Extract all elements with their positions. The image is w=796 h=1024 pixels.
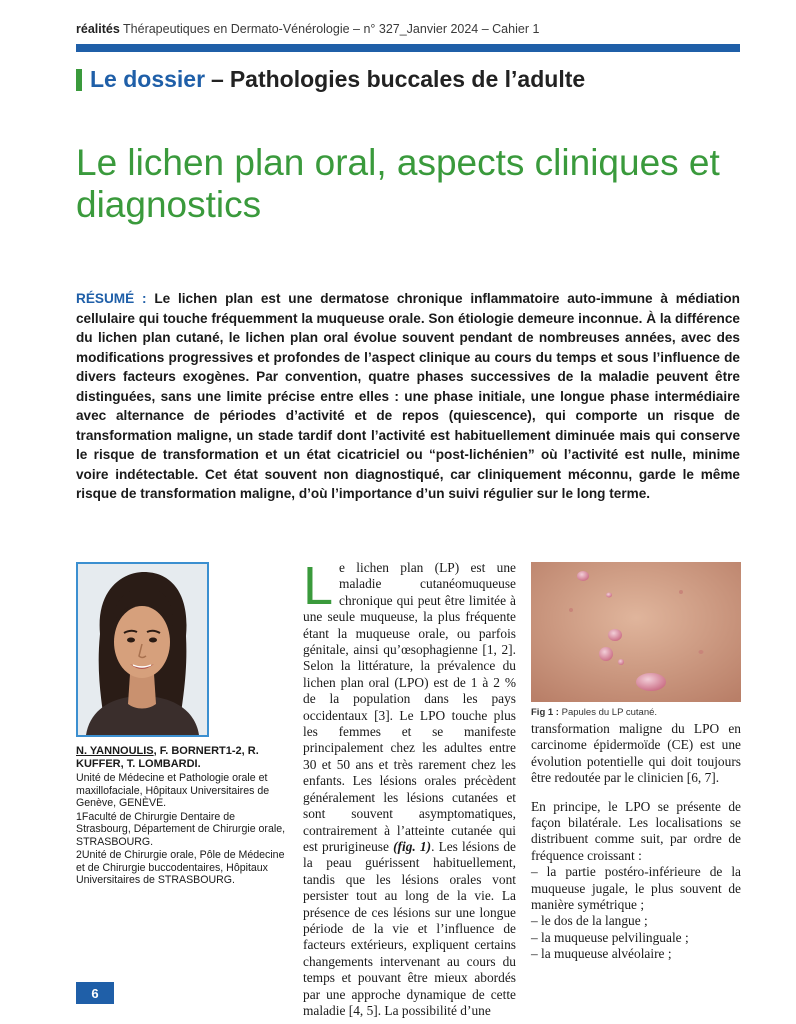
list-item: – la muqueuse alvéolaire ; xyxy=(531,946,672,962)
author-names xyxy=(76,745,286,771)
section-heading xyxy=(76,66,585,93)
figure-caption xyxy=(531,707,741,718)
section-name: Le dossier xyxy=(90,66,206,92)
abstract-text: Le lichen plan est une dermatose chronique inflammatoire auto-immune à médiation cellulaire qui touche fréquemment la muqueuse orale. Son étiologie demeure inconnue. À la différence du lichen plan cutané, le lichen plan oral évolue souvent pendant de nombreuses années, avec des modifications progressives et profondes de l’aspect clinique au cours du temps et sous l’influence de divers facteurs exogènes. Par convention, quatre phases successives de la maladie peuvent être distinguées, sans une limite précise entre elles : une phase initiale, une longue phase intermédiaire avec alternance de périodes d’activité et de repos (quiescence), qui comporte un risque de transformation maligne, un stade tardif dont l’activité est habituellement diminuée mais qui conserve le risque de transformation et un état cicatriciel ou “post-lichénien” où l’activité est nulle, minime voire indétectable. Cet état souvent non diagnostiqué, car cliniquement méconnu, garde le même risque de transformation maligne, d’où l’importance d’un suivi régulier sur le long terme. xyxy=(76,291,740,501)
section-marker xyxy=(76,69,82,91)
body-text: . Les lésions de la peau guérissent habituellement, tandis que les lésions orales vont persister tout au long de la vie. La présence de ces lésions sur une longue période de la vie et l’influence de facteurs extérieurs, expliquent certains changements intervenant au cours du temps et pouvant être mieux abordés par une approche dynamique de cette maladie [4, 5]. La possibilité d’une xyxy=(303,838,517,1018)
list-item: – le dos de la langue ; xyxy=(531,913,648,929)
authors-block xyxy=(76,745,286,887)
paragraph xyxy=(531,799,741,963)
abstract xyxy=(76,289,740,504)
body-text: e lichen plan (LP) est une maladie cutanéomuqueuse chronique qui peut être limitée à une seule muqueuse, la plus fréquente étant la muqueuse orale, ou parfois génitale, ainsi qu’œsophagienne [1, 2]. Selon la littérature, la prévalence du lichen plan oral (LPO) est de 1 à 2 % de la population dans les pays occidentaux [3]. Le LPO touche plus les femmes et se manifeste principalement chez les adultes entre 30 et 50 ans et très rarement chez les enfants. Les lésions orales précèdent généralement les lésions cutanées et sont souvent asymptomatiques, contrairement à l’atteinte cutanée qui est prurigineuse xyxy=(303,560,516,854)
list-item: – la muqueuse pelvilinguale ; xyxy=(531,929,689,945)
journal-name: réalités xyxy=(76,22,120,36)
drop-cap: L xyxy=(303,556,334,616)
paragraph-text: En principe, le LPO se présente de façon bilatérale. Les localisations se distribuent comme suit, par ordre de fréquence croissant : xyxy=(531,798,741,863)
figure-reference: (fig. 1) xyxy=(393,838,432,854)
issue-info: Thérapeutiques en Dermato-Vénérologie – n° 327_Janvier 2024 – Cahier 1 xyxy=(123,22,540,36)
page-number-box xyxy=(76,982,114,1004)
section-subject: Pathologies buccales de l’adulte xyxy=(229,66,586,92)
author-portrait-illustration xyxy=(78,564,207,735)
paragraph: transformation maligne du LPO en carcinome épidermoïde (CE) est une évolution potentielle qui doit toujours être redoutée par le clinicien [6, 7]. xyxy=(531,721,741,786)
affiliation: 2Unité de Chirurgie orale, Pôle de Médecine et de Chirurgie buccodentaires, Hôpitaux Universitaires de STRASBOURG. xyxy=(76,849,285,886)
running-head xyxy=(76,22,539,36)
figure-caption-text: Papules du LP cutané. xyxy=(561,707,658,718)
first-author: N. YANNOULIS xyxy=(76,745,154,757)
body-column-3 xyxy=(531,721,741,963)
skin-papules-illustration xyxy=(531,562,741,702)
list-item: – la partie postéro-inférieure de la muqueuse jugale, le plus souvent de manière symétrique ; xyxy=(531,864,741,913)
affiliation: 1Faculté de Chirurgie Dentaire de Strasbourg, Département de Chirurgie orale, STRASBOURG. xyxy=(76,810,286,848)
other-authors: , F. BORNERT1-2, R. KUFFER, T. LOMBARDI. xyxy=(76,745,259,770)
section-separator: – xyxy=(211,66,224,92)
figure-label: Fig 1 : xyxy=(531,707,559,718)
abstract-label: RÉSUMÉ : xyxy=(76,291,147,306)
author-photo xyxy=(76,562,209,737)
body-column-2 xyxy=(303,556,517,1019)
affiliation: Unité de Médecine et Pathologie orale et maxillofaciale, Hôpitaux Universitaires de Genève, GENÈVE. xyxy=(76,772,270,809)
figure-image xyxy=(531,562,741,702)
article-title: Le lichen plan oral, aspects cliniques et diagnostics xyxy=(76,142,720,225)
page-number: 6 xyxy=(91,985,99,1001)
top-rule xyxy=(76,44,740,52)
